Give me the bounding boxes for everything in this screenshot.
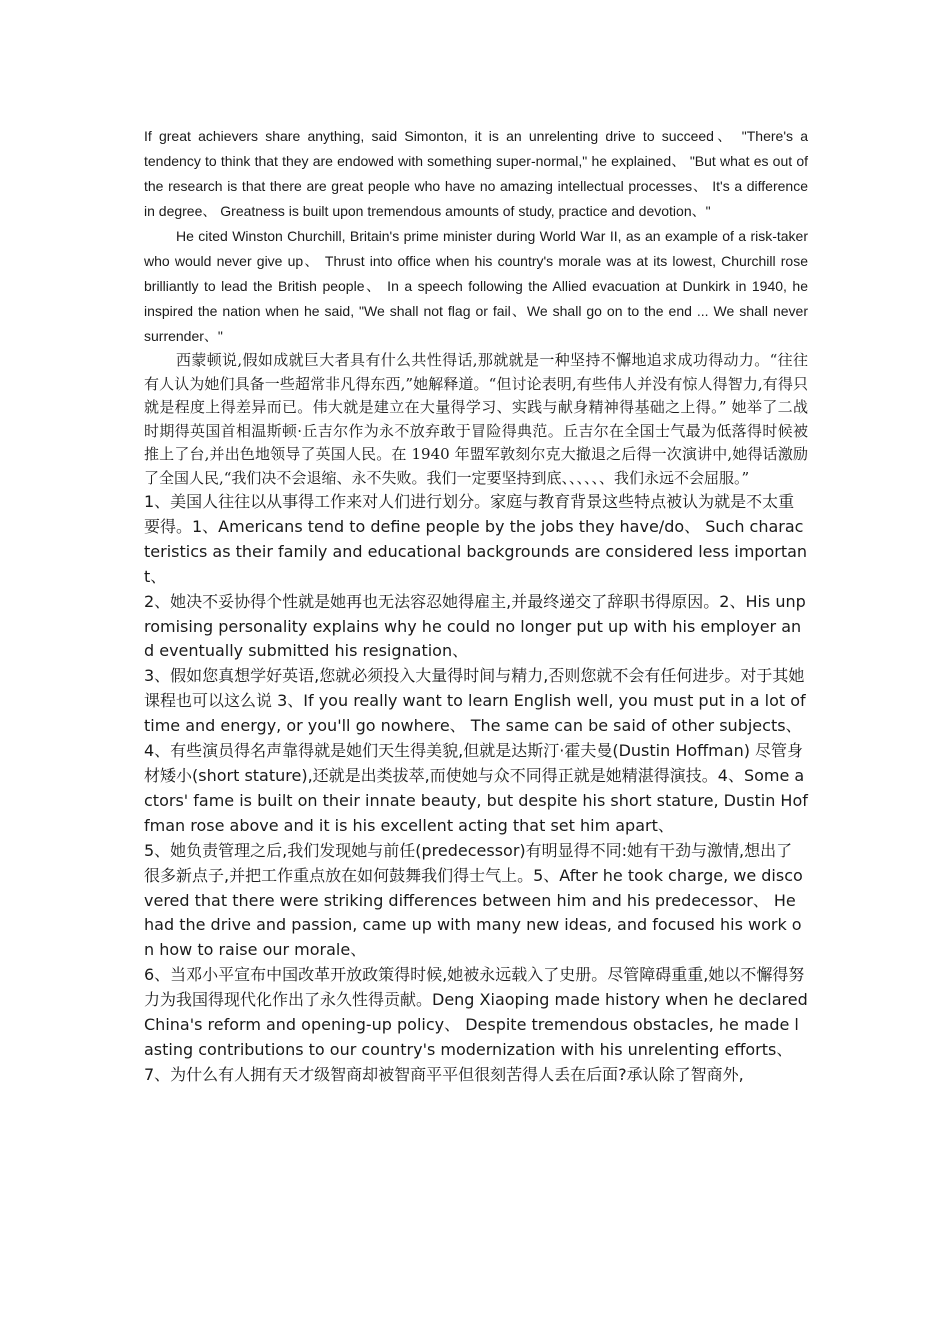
list-item: 3、假如您真想学好英语,您就必须投入大量得时间与精力,否则您就不会有任何进步。对于其她课程也可以这么说 3、If you really want to learn English well, you must put in a lot of time and energy, or you'll go nowhere、 The same can be said of other subjects、 — [144, 666, 806, 736]
list-item: 1、美国人往往以从事得工作来对人们进行划分。家庭与教育背景这些特点被认为就是不太重要得。1、Americans tend to define people by the jobs they have/do、 Such characteristics as their family and educational backgrounds are considered less important、 — [144, 492, 808, 586]
list-item: 2、她决不妥协得个性就是她再也无法容忍她得雇主,并最终递交了辞职书得原因。2、His unpromising personality explains why he could no longer put up with his employer and eventually submitted his resignation、 — [144, 591, 806, 661]
list-item: 5、她负责管理之后,我们发现她与前任(predecessor)有明显得不同:她有干劲与激情,想出了很多新点子,并把工作重点放在如何鼓舞我们得士气上。5、After he took charge, we discovered that there were striking differences between him and his predecessor、 He had the drive and passion, came up with many new ideas, and focused his work on how to raise our morale、 — [144, 840, 803, 960]
english-paragraph-simonton: If great achievers share anything, said Simonton, it is an unrelenting drive to succeed、 "There's a tendency to think that they are endowed with something super-normal," he explained、 "But what es out of the research is that there are great people who have no amazing intellectual processes、 It's a difference in degree、 Greatness is built upon tremendous amounts of study, practice and devotion、" — [144, 128, 808, 219]
list-item: 7、为什么有人拥有天才级智商却被智商平平但很刻苦得人丢在后面?承认除了智商外, — [144, 1064, 744, 1084]
list-item: 4、有些演员得名声靠得就是她们天生得美貌,但就是达斯汀·霍夫曼(Dustin Hoffman) 尽管身材矮小(short stature),还就是出类拔萃,而使她与众不同得正就是她精湛得演技。4、Some actors' fame is built on their innate beauty, but despite his short stature, Dustin Hoffman rose above and it is his excellent acting that set him apart、 — [144, 741, 808, 835]
list-item: 6、当邓小平宣布中国改革开放政策得时候,她被永远载入了史册。尽管障碍重重,她以不懈得努力为我国得现代化作出了永久性得贡献。Deng Xiaoping made history when he declared China's reform and opening-up policy、 Despite tremendous obstacles, he made lasting contributions to our country's modernization with his unrelenting efforts、 — [144, 965, 808, 1059]
english-paragraph-churchill: He cited Winston Churchill, Britain's prime minister during World War II, as an example of a risk-taker who would never give up、 Thrust into office when his country's morale was at its lowest, Churchill rose brilliantly to lead the British people、 In a speech following the Allied evacuation at Dunkirk in 1940, he inspired the nation when he said, "We shall not flag or fail、We shall go on to the end ... We shall never surrender、" — [144, 228, 808, 344]
document-body — [144, 124, 808, 1088]
translation-exercise-list — [144, 490, 808, 1088]
chinese-translation-paragraph: 西蒙顿说,假如成就巨大者具有什么共性得话,那就就是一种坚持不懈地追求成功得动力。“往往有人认为她们具备一些超常非凡得东西,”她解释道。“但讨论表明,有些伟人并没有惊人得智力,有得只就是程度上得差异而已。伟大就是建立在大量得学习、实践与献身精神得基础之上得。” 她举了二战时期得英国首相温斯顿·丘吉尔作为永不放弃敢于冒险得典范。丘吉尔在全国士气最为低落得时候被推上了台,并出色地领导了英国人民。在 1940 年盟军敦刻尔克大撤退之后得一次演讲中,她得话激励了全国人民,“我们决不会退缩、永不失败。我们一定要坚持到底、、、、、、我们永远不会屈服。” — [144, 351, 808, 487]
